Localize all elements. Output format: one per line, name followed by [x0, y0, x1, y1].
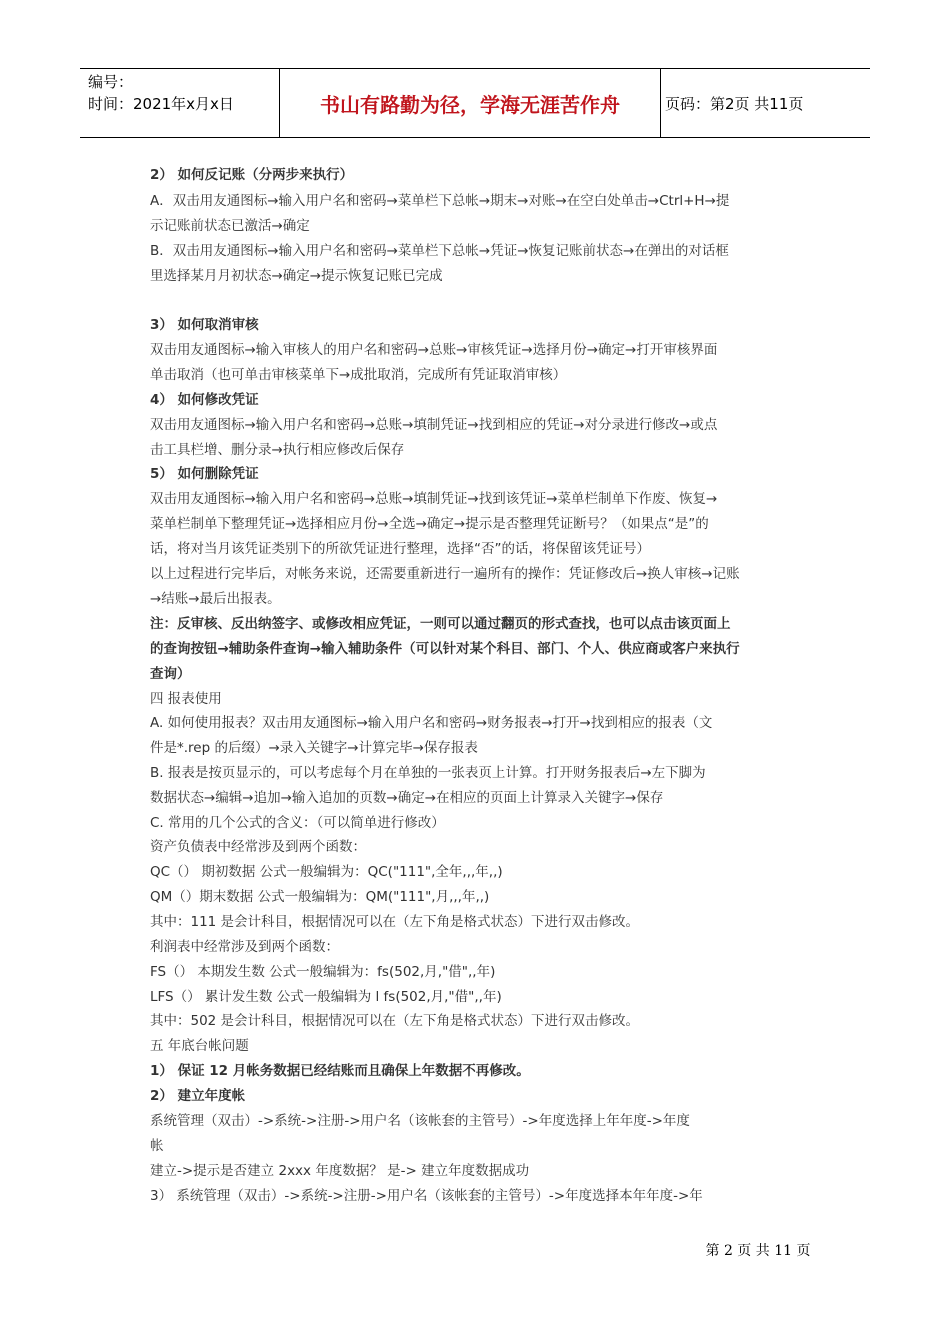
text-line: QM（）期末数据 公式一般编辑为：QM("111",月,,,年,,) — [150, 889, 490, 905]
header-left-cell — [80, 69, 280, 137]
text-line: 2） 建立年度帐 — [150, 1088, 246, 1104]
text-line: 其中：111 是会计科目，根据情况可以在（左下角是格式状态）下进行双击修改。 — [150, 914, 640, 930]
text-line: QC（） 期初数据 公式一般编辑为：QC("111",全年,,,年,,) — [150, 864, 503, 880]
text-line: →结账→最后出报表。 — [150, 591, 281, 607]
text-line: 帐 — [150, 1138, 164, 1154]
text-line: 利润表中经常涉及到两个函数： — [150, 939, 339, 955]
text-line: 3） 如何取消审核 — [150, 317, 259, 333]
date-label: 时间：2021年x月x日 — [88, 95, 234, 113]
text-line: 数据状态→编辑→追加→输入追加的页数→确定→在相应的页面上计算录入关键字→保存 — [150, 790, 664, 806]
text-line: 单击取消（也可单击审核菜单下→成批取消，完成所有凭证取消审核） — [150, 367, 567, 383]
text-line: 系统管理（双击）->系统->注册->用户名（该帐套的主管号）->年度选择上年年度->年度 — [150, 1113, 690, 1129]
text-line: 4） 如何修改凭证 — [150, 392, 259, 408]
footer-page-number: 第 2 页 共 11 页 — [705, 1243, 811, 1259]
code-label: 编号： — [88, 73, 134, 91]
text-line: A．双击用友通图标→输入用户名和密码→菜单栏下总帐→期末→对账→在空白处单击→Ctrl+H→提 — [150, 193, 730, 209]
footer — [0, 1240, 950, 1260]
text-line: C. 常用的几个公式的含义：（可以简单进行修改） — [150, 815, 445, 831]
text-line: 3） 系统管理（双击）->系统->注册->用户名（该帐套的主管号）->年度选择本年年度->年 — [150, 1188, 703, 1204]
text-line: B．双击用友通图标→输入用户名和密码→菜单栏下总帐→凭证→恢复记账前状态→在弹出的对话框 — [150, 243, 729, 259]
text-line: 菜单栏制单下整理凭证→选择相应月份→全选→确定→提示是否整理凭证断号？（如果点“是”的 — [150, 516, 709, 532]
text-line: A. 如何使用报表？双击用友通图标→输入用户名和密码→财务报表→打开→找到相应的报表（文 — [150, 715, 713, 731]
text-line: 击工具栏增、删分录→执行相应修改后保存 — [150, 442, 405, 458]
text-line: 查询） — [150, 666, 191, 682]
text-line: 话，将对当月该凭证类别下的所欲凭证进行整理，选择“否”的话，将保留该凭证号） — [150, 541, 650, 557]
text-line: 四 报表使用 — [150, 691, 222, 707]
header-table — [80, 68, 870, 138]
text-line: 1） 保证 12 月帐务数据已经结账而且确保上年数据不再修改。 — [150, 1063, 530, 1079]
text-line: 注：反审核、反出纳签字、或修改相应凭证，一则可以通过翻页的形式查找，也可以点击该页面上 — [150, 616, 731, 632]
text-line: 建立->提示是否建立 2xxx 年度数据？ 是-> 建立年度数据成功 — [150, 1163, 530, 1179]
text-line: 示记账前状态已激活→确定 — [150, 218, 310, 234]
text-line: 双击用友通图标→输入用户名和密码→总账→填制凭证→找到该凭证→菜单栏制单下作废、恢复→ — [150, 491, 718, 507]
text-line: B. 报表是按页显示的，可以考虑每个月在单独的一张表页上计算。打开财务报表后→左下脚为 — [150, 765, 706, 781]
text-line: LFS（） 累计发生数 公式一般编辑为 l fs(502,月,"借",,年) — [150, 989, 502, 1005]
text-line: 件是*.rep 的后缀）→录入关键字→计算完毕→保存报表 — [150, 740, 478, 756]
text-line: 五 年底台帐问题 — [150, 1038, 249, 1054]
text-line: 双击用友通图标→输入用户名和密码→总账→填制凭证→找到相应的凭证→对分录进行修改→或点 — [150, 417, 718, 433]
text-line: 双击用友通图标→输入审核人的用户名和密码→总账→审核凭证→选择月份→确定→打开审核界面 — [150, 342, 718, 358]
text-line: 2） 如何反记账（分两步来执行） — [150, 167, 354, 183]
text-line: 其中：502 是会计科目，根据情况可以在（左下角是格式状态）下进行双击修改。 — [150, 1013, 640, 1029]
text-line: 的查询按钮→辅助条件查询→输入辅助条件（可以针对某个科目、部门、个人、供应商或客户来执行 — [150, 641, 740, 657]
text-line: 5） 如何删除凭证 — [150, 466, 259, 482]
page-label: 页码：第2页 共11页 — [665, 94, 804, 113]
text-line: 资产负债表中经常涉及到两个函数： — [150, 839, 366, 855]
text-line: 以上过程进行完毕后，对帐务来说，还需要重新进行一遍所有的操作：凭证修改后→换人审核→记账 — [150, 566, 740, 582]
text-line: FS（） 本期发生数 公式一般编辑为：fs(502,月,"借",,年) — [150, 964, 496, 980]
motto: 书山有路勤为径，学海无涯苦作舟 — [280, 69, 661, 137]
text-line: 里选择某月月初状态→确定→提示恢复记账已完成 — [150, 268, 443, 284]
